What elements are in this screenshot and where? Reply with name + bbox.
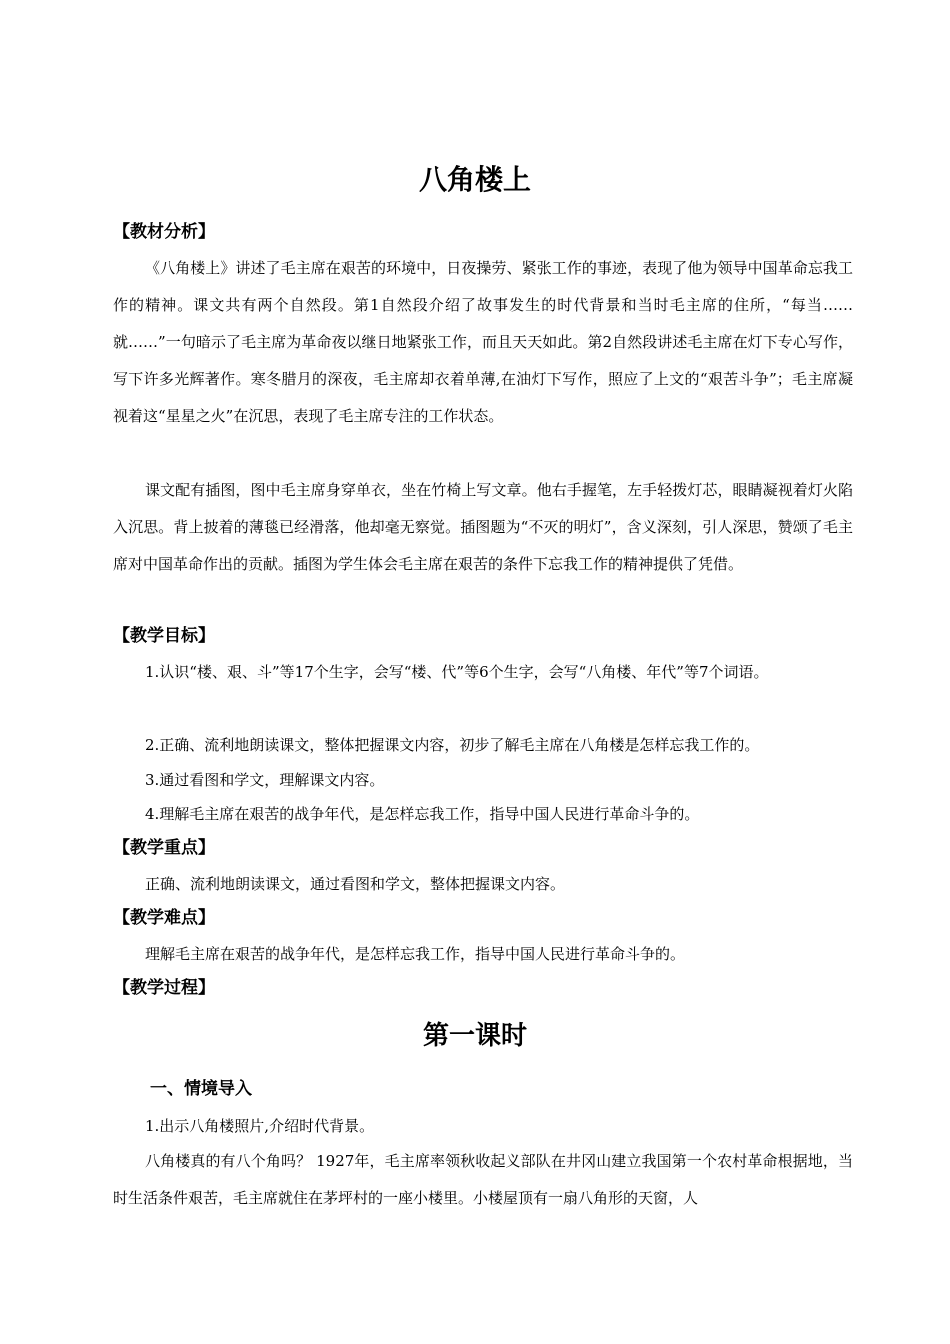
heading-analysis: 【教材分析】 [113, 222, 215, 242]
heading-difficult-points: 【教学难点】 [113, 908, 215, 928]
goal-item-1: 1.认识“楼、艰、斗”等17个生字，会写“楼、代”等6个生字，会写“八角楼、年代”等7个词语。 [145, 663, 769, 681]
heading-process: 【教学过程】 [113, 978, 215, 998]
key-points-text: 正确、流利地朗读课文，通过看图和学文，整体把握课文内容。 [145, 875, 566, 893]
analysis-paragraph-2: 课文配有插图，图中毛主席身穿单衣，坐在竹椅上写文章。他右手握笔，左手轻拨灯芯，眼睛凝视着灯火陷入沉思。背上披着的薄毯已经滑落，他却毫无察觉。插图题为“不灭的明灯”，含义深刻，引人深思，赞颂了毛主席对中国革命作出的贡献。插图为学生体会毛主席在艰苦的条件下忘我工作的精神提供了凭借。 [113, 481, 853, 573]
document-title: 八角楼上 [418, 163, 531, 196]
intro-item-1: 1.出示八角楼照片,介绍时代背景。 [145, 1117, 375, 1135]
analysis-paragraph-1: 《八角楼上》讲述了毛主席在艰苦的环境中，日夜操劳、紧张工作的事迹，表现了他为领导中国革命忘我工作的精神。课文共有两个自然段。第1自然段介绍了故事发生的时代背景和当时毛主席的住所，“每当……就……”一句暗示了毛主席为革命夜以继日地紧张工作，而且天天如此。第2自然段讲述毛主席在灯下专心写作，写下许多光辉著作。寒冬腊月的深夜，毛主席却衣着单薄,在油灯下写作，照应了上文的“艰苦斗争”；毛主席凝视着这“星星之火”在沉思，表现了毛主席专注的工作状态。 [113, 259, 853, 425]
goal-item-2: 2.正确、流利地朗读课文，整体把握课文内容，初步了解毛主席在八角楼是怎样忘我工作的。 [145, 736, 760, 754]
heading-goals: 【教学目标】 [113, 626, 215, 646]
section-intro-heading: 一、情境导入 [150, 1079, 252, 1099]
goal-item-3: 3.通过看图和学文，理解课文内容。 [145, 771, 385, 789]
heading-key-points: 【教学重点】 [113, 838, 215, 858]
difficult-points-text: 理解毛主席在艰苦的战争年代，是怎样忘我工作，指导中国人民进行革命斗争的。 [145, 945, 686, 963]
goal-item-4: 4.理解毛主席在艰苦的战争年代，是怎样忘我工作，指导中国人民进行革命斗争的。 [145, 805, 700, 823]
intro-paragraph: 八角楼真的有八个角吗？ 1927年，毛主席率领秋收起义部队在井冈山建立我国第一个农村革命根据地，当时生活条件艰苦，毛主席就住在茅坪村的一座小楼里。小楼屋顶有一扇八角形的天窗，人 [113, 1152, 853, 1207]
lesson-title: 第一课时 [422, 1021, 527, 1051]
